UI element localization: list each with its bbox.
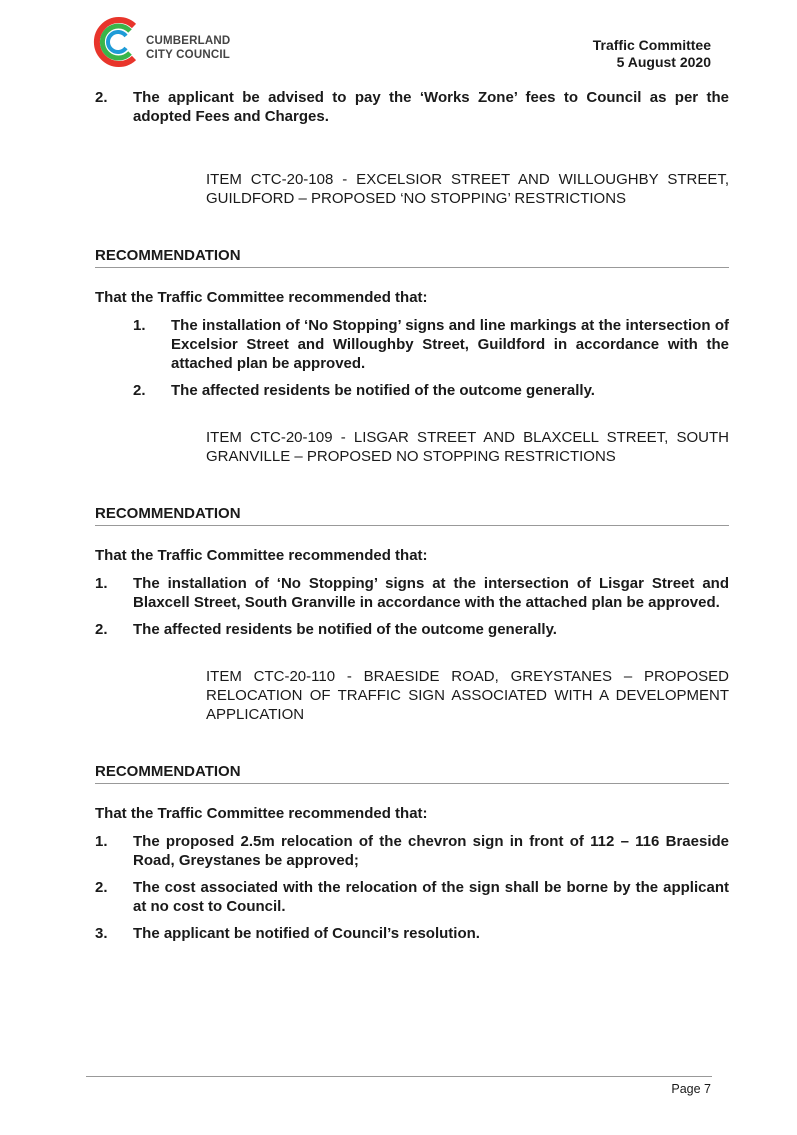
list-text: The affected residents be notified of the outcome generally. [171, 382, 595, 399]
council-logo-icon [88, 14, 144, 70]
list-item [95, 381, 729, 400]
list-text: The cost associated with the relocation of the sign shall be borne by the applicant at no cost to Council. [133, 879, 729, 915]
item-number: 2. [95, 89, 108, 106]
continued-list-item [95, 88, 729, 126]
list-item [95, 574, 729, 612]
recommendation-intro: That the Traffic Committee recommended that: [95, 289, 428, 306]
recommendation-heading: RECOMMENDATION [95, 504, 729, 526]
list-number: 1. [95, 575, 108, 592]
recommendation-list [95, 832, 729, 943]
document-body [95, 88, 729, 951]
list-text: The installation of ‘No Stopping’ signs at the intersection of Lisgar Street and Blaxcell Street, South Granville in accordance with the attached plan be approved. [133, 575, 729, 611]
item-title: ITEM CTC-20-109 - LISGAR STREET AND BLAXCELL STREET, SOUTH GRANVILLE – PROPOSED NO STOPPING RESTRICTIONS [206, 429, 729, 465]
list-text: The affected residents be notified of the outcome generally. [133, 621, 557, 638]
list-number: 3. [95, 925, 108, 942]
council-logo [88, 14, 248, 84]
page-number: Page 7 [671, 1082, 711, 1096]
list-item [95, 832, 729, 870]
list-number: 1. [95, 833, 108, 850]
list-text: The proposed 2.5m relocation of the chevron sign in front of 112 – 116 Braeside Road, Greystanes be approved; [133, 833, 729, 869]
meeting-date: 5 August 2020 [616, 54, 711, 70]
list-item [95, 316, 729, 373]
recommendation-list [95, 574, 729, 639]
list-number: 2. [95, 879, 108, 896]
recommendation-list [95, 316, 729, 400]
item-section [95, 170, 729, 400]
logo-line-1: CUMBERLAND [146, 35, 231, 47]
recommendation-heading: RECOMMENDATION [95, 762, 729, 784]
item-title: ITEM CTC-20-108 - EXCELSIOR STREET AND WILLOUGHBY STREET, GUILDFORD – PROPOSED ‘NO STOPPING’ RESTRICTIONS [206, 171, 729, 207]
committee-name: Traffic Committee [592, 37, 711, 53]
list-item [95, 878, 729, 916]
list-number: 2. [133, 382, 146, 399]
list-text: The installation of ‘No Stopping’ signs and line markings at the intersection of Excelsior Street and Willoughby Street, Guildford in accordance with the attached plan be approved. [171, 317, 729, 372]
list-number: 1. [133, 317, 146, 334]
item-section [95, 428, 729, 639]
list-item [95, 924, 729, 943]
list-item [95, 620, 729, 639]
recommendation-heading: RECOMMENDATION [95, 246, 729, 268]
list-text: The applicant be notified of Council’s resolution. [133, 925, 480, 942]
document-header [593, 37, 711, 71]
item-section [95, 667, 729, 943]
list-number: 2. [95, 621, 108, 638]
footer-divider [86, 1076, 712, 1077]
logo-text [146, 34, 230, 62]
recommendation-intro: That the Traffic Committee recommended that: [95, 547, 428, 564]
item-text: The applicant be advised to pay the ‘Works Zone’ fees to Council as per the adopted Fees and Charges. [133, 89, 729, 125]
item-title: ITEM CTC-20-110 - BRAESIDE ROAD, GREYSTANES – PROPOSED RELOCATION OF TRAFFIC SIGN ASSOCIATED WITH A DEVELOPMENT APPLICATION [206, 668, 729, 723]
recommendation-intro: That the Traffic Committee recommended that: [95, 805, 428, 822]
logo-line-2: CITY COUNCIL [146, 49, 230, 61]
